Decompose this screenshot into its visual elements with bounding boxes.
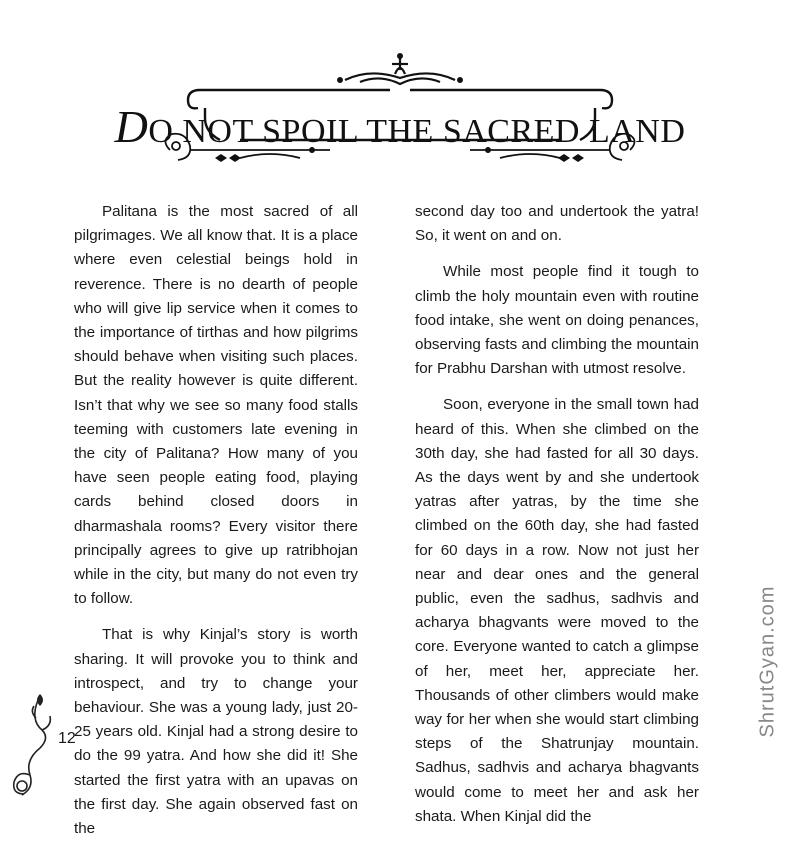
paragraph: That is why Kinjal’s story is worth sharing. It will provoke you to think and introspect, and try to change your behaviour. She was a young lady, just 20-25 years old. Kinjal had a strong desire to do the 99 yatra. And how she did it! She started the first yatra with an upavas on the first day. She again observed fast on the xyxy=(74,626,358,838)
paragraph: While most people find it tough to climb the holy mountain even with routine food intake, she went on doing penances, observing fasts and climbing the mountain for Prabhu Darshan with utmost resolve. xyxy=(415,263,699,378)
paragraph: Palitana is the most sacred of all pilgrimages. We all know that. It is a place where even celestial beings hold in reverence. There is no dearth of people who will give lip service when it comes to the importance of tirthas and how pilgrims should behave when visiting such places. But the reality however is quite different. Isn’t that why we see so many food stalls teeming with customers late evening in the city of Palitana? How many of you have seen people eating food, playing cards behind closed doors in dharmashala rooms? Every visitor there principally agrees to give up ratribhojan while in the city, but many do not even try to follow. xyxy=(74,203,358,608)
corner-flourish-icon xyxy=(0,690,60,800)
paragraph-continuation: second day too and undertook the yatra! So, it went on and on. xyxy=(415,203,699,245)
page-number: 12 xyxy=(58,730,76,747)
right-column xyxy=(415,200,699,841)
page-title xyxy=(0,100,800,153)
title-initial: D xyxy=(114,101,149,152)
title-rest: O NOT SPOIL THE SACRED LAND xyxy=(148,113,686,150)
left-column xyxy=(74,200,358,853)
paragraph: Soon, everyone in the small town had heard of this. When she climbed on the 30th day, she had fasted for all 30 days. As the days went by and she undertook yatras after yatras, by the time she climbed on the 60th day, she had fasted for 60 days in a row. Now not just her near and dear ones and the general public, even the sadhus, sadhvis and acharya bhagvants were moved to the core. Everyone wanted to catch a glimpse of her, meet her, appreciate her. Thousands of other climbers would make way for her when she would start climbing steps of the Shatrunjay mountain. Sadhus, sadhvis and acharya bhagvants would come to meet her and ask her shata. When Kinjal did the xyxy=(415,396,699,825)
brand-text: ShrutGyan.com xyxy=(756,585,779,738)
title-ornament xyxy=(0,0,800,180)
brand-watermark xyxy=(748,560,788,760)
